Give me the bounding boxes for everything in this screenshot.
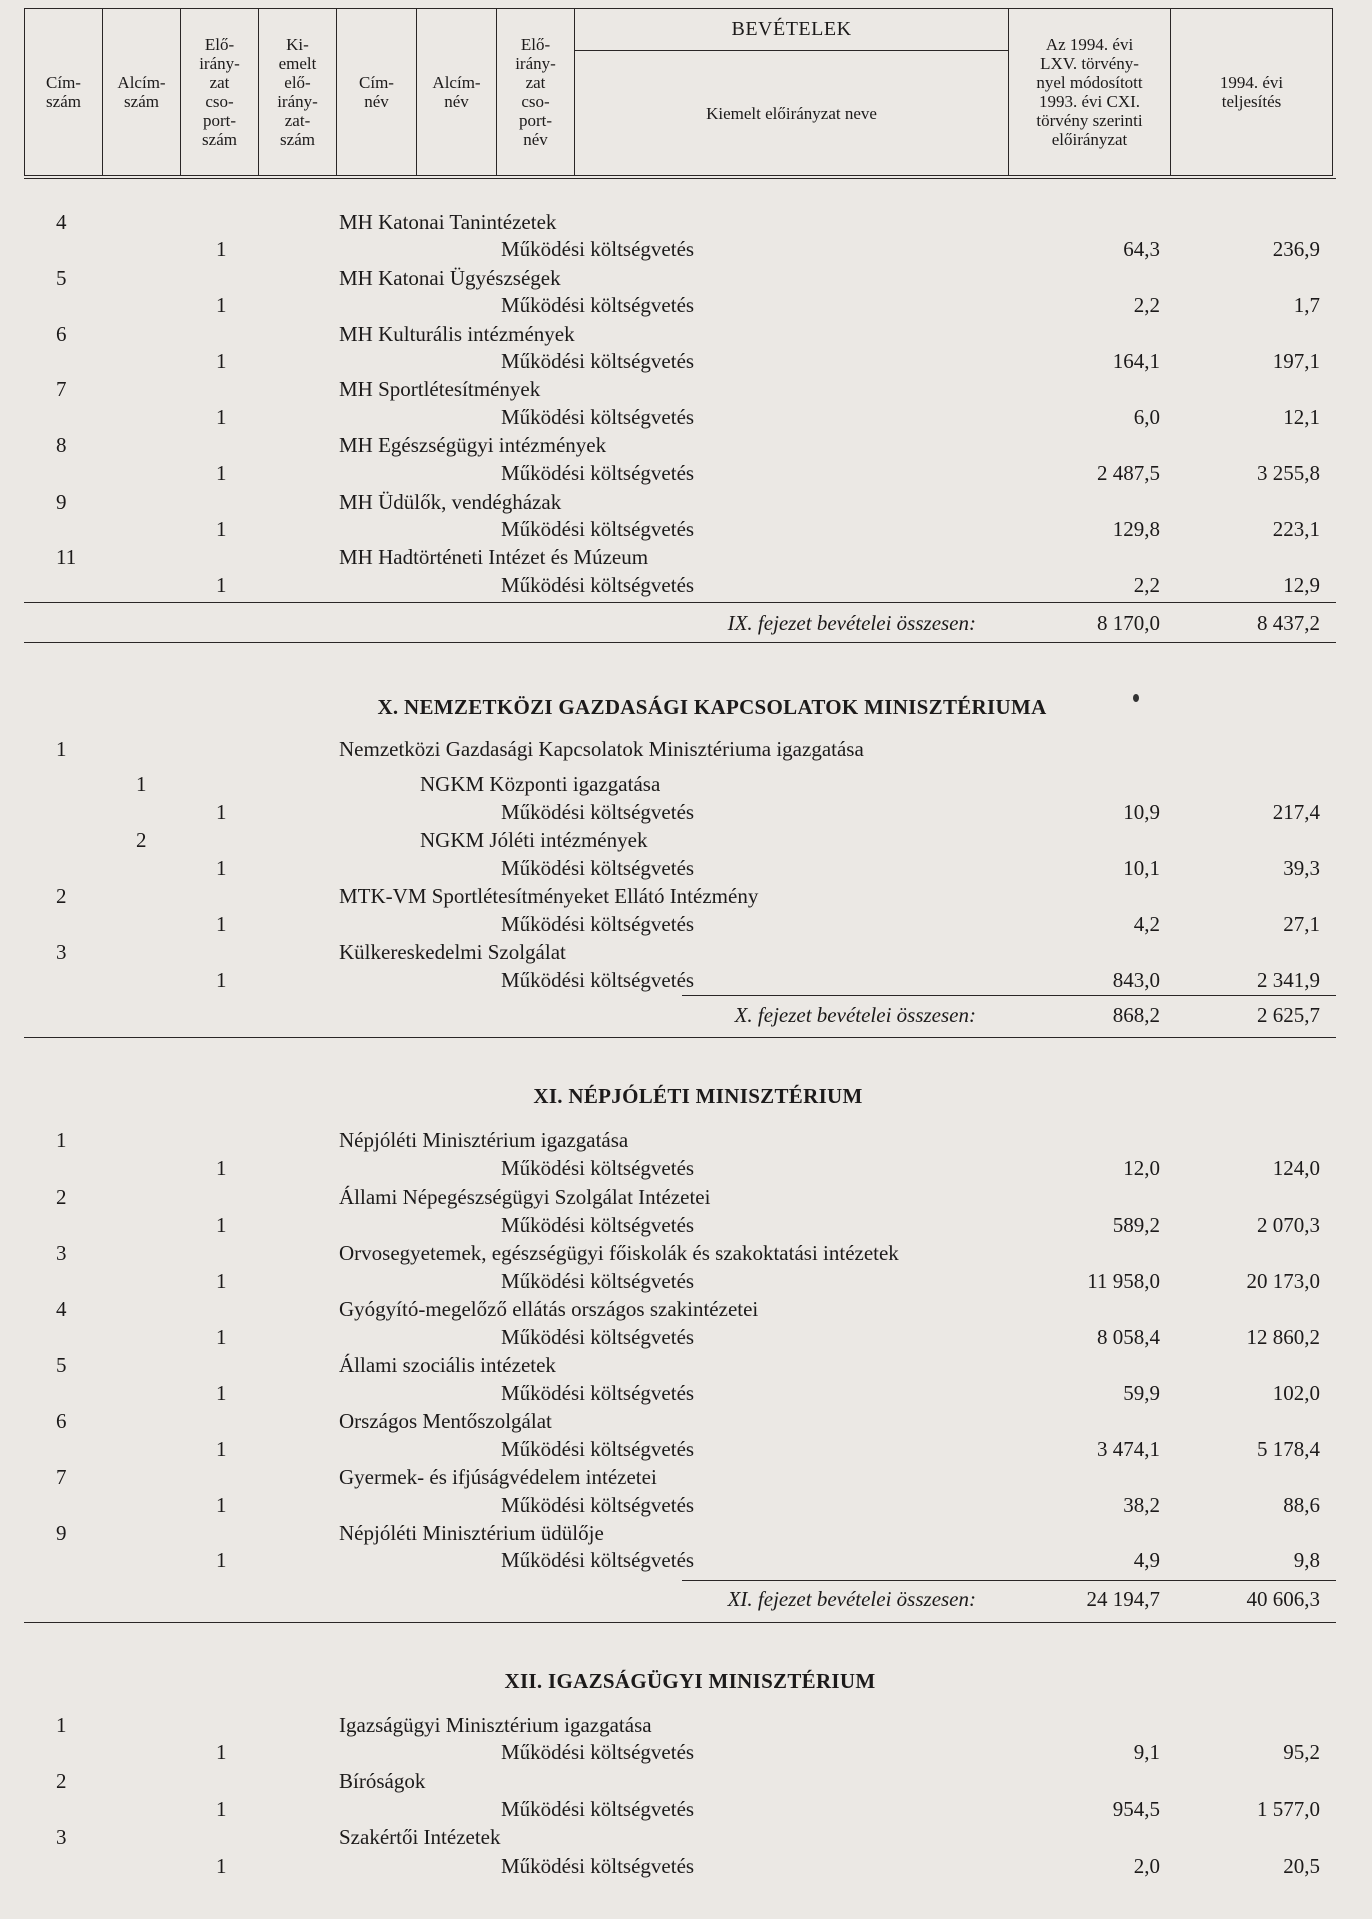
value-actual-1994: 9,8 (1293, 1548, 1320, 1572)
kiemelt-number: 1 (216, 1269, 227, 1293)
table-row (0, 320, 1372, 348)
table-row (0, 1738, 1372, 1766)
table-row (0, 966, 1372, 994)
value-actual-1994: 2 341,9 (1257, 968, 1320, 992)
value-actual-1994: 223,1 (1272, 517, 1320, 541)
cim-number: 9 (56, 1521, 67, 1545)
horizontal-rule (24, 1037, 1336, 1038)
value-modified-appropriation: 2 487,5 (1097, 461, 1160, 485)
table-row (0, 1267, 1372, 1295)
table-row (0, 1767, 1372, 1795)
section-title: X. NEMZETKÖZI GAZDASÁGI KAPCSOLATOK MINISZTÉRIUMA (377, 695, 1047, 719)
value-actual-1994: 12,1 (1283, 405, 1320, 429)
table-row (0, 375, 1372, 403)
chapter-total-row (0, 1001, 1372, 1029)
cim-number: 8 (56, 433, 67, 457)
kiemelt-number: 1 (216, 1797, 227, 1821)
value-modified-appropriation: 64,3 (1123, 237, 1160, 261)
alcim-name: NGKM Jóléti intézmények (420, 828, 648, 852)
horizontal-rule (682, 1580, 1336, 1581)
item-name: Működési költségvetés (501, 405, 695, 429)
item-name: Működési költségvetés (501, 968, 695, 992)
value-actual-1994: 197,1 (1272, 349, 1320, 373)
total-label: XI. fejezet bevételei összesen: (727, 1587, 976, 1611)
value-modified-appropriation: 164,1 (1112, 349, 1160, 373)
item-name: Működési költségvetés (501, 856, 695, 880)
item-name: Működési költségvetés (501, 1437, 695, 1461)
table-row (0, 1491, 1372, 1519)
table-row (0, 1852, 1372, 1880)
table-row (0, 543, 1372, 571)
cim-name: MH Hadtörténeti Intézet és Múzeum (339, 545, 649, 569)
cim-name: Gyermek- és ifjúságvédelem intézetei (339, 1465, 657, 1489)
header-bevetelek: BEVÉTELEK (575, 9, 1009, 51)
kiemelt-number: 1 (216, 349, 227, 373)
table-row (0, 403, 1372, 431)
cim-number: 7 (56, 1465, 67, 1489)
table-row (0, 1183, 1372, 1211)
value-modified-appropriation: 10,9 (1123, 800, 1160, 824)
horizontal-rule (24, 1622, 1336, 1623)
value-modified-appropriation: 129,8 (1112, 517, 1160, 541)
cim-name: Igazságügyi Minisztérium igazgatása (339, 1713, 652, 1737)
table-row (0, 1435, 1372, 1463)
table-row (0, 1126, 1372, 1154)
value-modified-appropriation: 9,1 (1133, 1740, 1160, 1764)
value-actual-1994: 39,3 (1283, 856, 1320, 880)
kiemelt-number: 1 (216, 405, 227, 429)
value-modified-appropriation: 12,0 (1123, 1156, 1160, 1180)
cim-name: Állami Népegészségügyi Szolgálat Intézetei (339, 1185, 711, 1209)
value-actual-1994: 217,4 (1272, 800, 1320, 824)
ink-speck (1133, 694, 1139, 702)
item-name: Működési költségvetés (501, 461, 695, 485)
header-alcim-szam: Alcím- szám (103, 9, 181, 176)
item-name: Működési költségvetés (501, 1269, 695, 1293)
value-actual-1994: 2 625,7 (1257, 1003, 1320, 1027)
value-actual-1994: 3 255,8 (1257, 461, 1320, 485)
item-name: Működési költségvetés (501, 1213, 695, 1237)
item-name: Működési költségvetés (501, 1797, 695, 1821)
table-row (0, 431, 1372, 459)
horizontal-rule (24, 602, 1336, 603)
value-actual-1994: 95,2 (1283, 1740, 1320, 1764)
header-teljesites: 1994. évi teljesítés (1171, 9, 1333, 176)
item-name: Működési költségvetés (501, 912, 695, 936)
table-row (0, 1711, 1372, 1739)
value-modified-appropriation: 843,0 (1112, 968, 1160, 992)
cim-number: 5 (56, 1353, 67, 1377)
kiemelt-number: 1 (216, 293, 227, 317)
kiemelt-number: 1 (216, 573, 227, 597)
table-row (0, 1463, 1372, 1491)
cim-name: Nemzetközi Gazdasági Kapcsolatok Minisztériuma igazgatása (339, 737, 864, 761)
cim-name: Külkereskedelmi Szolgálat (339, 940, 566, 964)
table-row (0, 235, 1372, 263)
value-actual-1994: 20,5 (1283, 1854, 1320, 1878)
chapter-total-row (0, 609, 1372, 637)
cim-number: 2 (56, 884, 67, 908)
header-kiemelt-eloiranyzat-szam: Ki- emelt elő- irány- zat- szám (259, 9, 337, 176)
table-row (0, 515, 1372, 543)
cim-number: 9 (56, 490, 67, 514)
value-modified-appropriation: 868,2 (1112, 1003, 1160, 1027)
cim-number: 4 (56, 1297, 67, 1321)
header-kiemelt-eloiranyzat-neve: Kiemelt előirányzat neve (575, 51, 1009, 176)
table-row (0, 459, 1372, 487)
cim-number: 3 (56, 1241, 67, 1265)
item-name: Működési költségvetés (501, 800, 695, 824)
kiemelt-number: 1 (216, 1381, 227, 1405)
total-label: X. fejezet bevételei összesen: (734, 1003, 976, 1027)
alcim-name: NGKM Központi igazgatása (420, 772, 661, 796)
cim-name: MH Katonai Tanintézetek (339, 210, 557, 234)
value-modified-appropriation: 59,9 (1123, 1381, 1160, 1405)
cim-number: 6 (56, 1409, 67, 1433)
table-row (0, 1295, 1372, 1323)
cim-number: 4 (56, 210, 67, 234)
value-modified-appropriation: 11 958,0 (1087, 1269, 1160, 1293)
kiemelt-number: 1 (216, 1325, 227, 1349)
cim-name: Gyógyító-megelőző ellátás országos szakintézetei (339, 1297, 759, 1321)
header-cim-nev: Cím- név (337, 9, 417, 176)
value-actual-1994: 40 606,3 (1246, 1587, 1320, 1611)
item-name: Működési költségvetés (501, 349, 695, 373)
value-actual-1994: 20 173,0 (1246, 1269, 1320, 1293)
value-actual-1994: 1,7 (1293, 293, 1320, 317)
cim-name: Népjóléti Minisztérium üdülője (339, 1521, 604, 1545)
value-actual-1994: 1 577,0 (1257, 1797, 1320, 1821)
item-name: Működési költségvetés (501, 1156, 695, 1180)
table-row (0, 1154, 1372, 1182)
value-actual-1994: 12 860,2 (1246, 1325, 1320, 1349)
section-title: XII. IGAZSÁGÜGYI MINISZTÉRIUM (504, 1669, 876, 1693)
cim-name: MH Üdülők, vendégházak (339, 490, 562, 514)
cim-number: 11 (56, 545, 77, 569)
item-name: Működési költségvetés (501, 1381, 695, 1405)
horizontal-rule (24, 178, 1336, 179)
cim-name: Bíróságok (339, 1769, 426, 1793)
table-row (0, 1379, 1372, 1407)
value-modified-appropriation: 4,9 (1133, 1548, 1160, 1572)
cim-number: 6 (56, 322, 67, 346)
cim-name: Állami szociális intézetek (339, 1353, 556, 1377)
item-name: Működési költségvetés (501, 1854, 695, 1878)
alcim-number: 2 (136, 828, 147, 852)
item-name: Működési költségvetés (501, 293, 695, 317)
kiemelt-number: 1 (216, 1156, 227, 1180)
value-modified-appropriation: 589,2 (1112, 1213, 1160, 1237)
value-modified-appropriation: 10,1 (1123, 856, 1160, 880)
cim-number: 3 (56, 1825, 67, 1849)
cim-number: 1 (56, 737, 67, 761)
item-name: Működési költségvetés (501, 573, 695, 597)
cim-name: Szakértői Intézetek (339, 1825, 501, 1849)
kiemelt-number: 1 (216, 1437, 227, 1461)
value-modified-appropriation: 954,5 (1112, 1797, 1160, 1821)
table-row (0, 264, 1372, 292)
table-row (0, 488, 1372, 516)
header-eloiranyzat-csoport-nev: Elő- irány- zat cso- port- név (497, 9, 575, 176)
chapter-total-row (0, 1585, 1372, 1613)
table-row (0, 347, 1372, 375)
table-row (0, 1211, 1372, 1239)
kiemelt-number: 1 (216, 912, 227, 936)
cim-name: MTK-VM Sportlétesítményeket Ellátó Intézmény (339, 884, 759, 908)
kiemelt-number: 1 (216, 237, 227, 261)
value-actual-1994: 236,9 (1272, 237, 1320, 261)
table-row (0, 208, 1372, 236)
table-row (0, 571, 1372, 599)
header-eloiranyzat-csoport-szam: Elő- irány- zat cso- port- szám (181, 9, 259, 176)
cim-number: 2 (56, 1769, 67, 1793)
total-label: IX. fejezet bevételei összesen: (727, 611, 976, 635)
table-row (0, 1546, 1372, 1574)
cim-number: 5 (56, 266, 67, 290)
cim-number: 1 (56, 1128, 67, 1152)
value-modified-appropriation: 2,2 (1133, 293, 1160, 317)
value-actual-1994: 124,0 (1272, 1156, 1320, 1180)
kiemelt-number: 1 (216, 461, 227, 485)
cim-name: MH Egészségügyi intézmények (339, 433, 607, 457)
table-row (0, 910, 1372, 938)
table-row (0, 1239, 1372, 1267)
table-row (0, 735, 1372, 763)
value-actual-1994: 2 070,3 (1257, 1213, 1320, 1237)
value-actual-1994: 27,1 (1283, 912, 1320, 936)
header-modositott-eloiranyzat: Az 1994. évi LXV. törvény- nyel módosított 1993. évi CXI. törvény szerinti előirányzat (1009, 9, 1171, 176)
kiemelt-number: 1 (216, 1548, 227, 1572)
table-row (0, 1351, 1372, 1379)
cim-name: MH Katonai Ügyészségek (339, 266, 561, 290)
cim-name: Népjóléti Minisztérium igazgatása (339, 1128, 629, 1152)
value-modified-appropriation: 6,0 (1133, 405, 1160, 429)
kiemelt-number: 1 (216, 968, 227, 992)
value-actual-1994: 88,6 (1283, 1493, 1320, 1517)
value-modified-appropriation: 3 474,1 (1097, 1437, 1160, 1461)
cim-number: 1 (56, 1713, 67, 1737)
item-name: Működési költségvetés (501, 517, 695, 541)
table-row (0, 826, 1372, 854)
item-name: Működési költségvetés (501, 1740, 695, 1764)
kiemelt-number: 1 (216, 1493, 227, 1517)
value-modified-appropriation: 8 058,4 (1097, 1325, 1160, 1349)
kiemelt-number: 1 (216, 517, 227, 541)
table-row (0, 854, 1372, 882)
header-cim-szam: Cím- szám (25, 9, 103, 176)
kiemelt-number: 1 (216, 800, 227, 824)
alcim-number: 1 (136, 772, 147, 796)
table-row (0, 1323, 1372, 1351)
table-row (0, 1795, 1372, 1823)
value-actual-1994: 102,0 (1272, 1381, 1320, 1405)
kiemelt-number: 1 (216, 856, 227, 880)
table-row (0, 770, 1372, 798)
item-name: Működési költségvetés (501, 237, 695, 261)
table-row (0, 291, 1372, 319)
value-actual-1994: 12,9 (1283, 573, 1320, 597)
section-title: XI. NÉPJÓLÉTI MINISZTÉRIUM (533, 1084, 863, 1108)
cim-name: MH Kulturális intézmények (339, 322, 575, 346)
cim-name: Orvosegyetemek, egészségügyi főiskolák és szakoktatási intézetek (339, 1241, 899, 1265)
value-modified-appropriation: 4,2 (1133, 912, 1160, 936)
value-modified-appropriation: 2,0 (1133, 1854, 1160, 1878)
kiemelt-number: 1 (216, 1213, 227, 1237)
table-row (0, 938, 1372, 966)
header-alcim-nev: Alcím- név (417, 9, 497, 176)
table-row (0, 798, 1372, 826)
item-name: Működési költségvetés (501, 1325, 695, 1349)
value-actual-1994: 5 178,4 (1257, 1437, 1320, 1461)
cim-number: 7 (56, 377, 67, 401)
value-modified-appropriation: 38,2 (1123, 1493, 1160, 1517)
table-row (0, 1407, 1372, 1435)
value-actual-1994: 8 437,2 (1257, 611, 1320, 635)
table-row (0, 882, 1372, 910)
kiemelt-number: 1 (216, 1854, 227, 1878)
horizontal-rule (24, 642, 1336, 643)
value-modified-appropriation: 8 170,0 (1097, 611, 1160, 635)
item-name: Működési költségvetés (501, 1548, 695, 1572)
cim-number: 3 (56, 940, 67, 964)
cim-name: MH Sportlétesítmények (339, 377, 541, 401)
cim-name: Országos Mentőszolgálat (339, 1409, 552, 1433)
table-row (0, 1823, 1372, 1851)
horizontal-rule (682, 995, 1336, 996)
kiemelt-number: 1 (216, 1740, 227, 1764)
value-modified-appropriation: 2,2 (1133, 573, 1160, 597)
table-header (24, 8, 1333, 176)
table-row (0, 1519, 1372, 1547)
cim-number: 2 (56, 1185, 67, 1209)
value-modified-appropriation: 24 194,7 (1086, 1587, 1160, 1611)
item-name: Működési költségvetés (501, 1493, 695, 1517)
